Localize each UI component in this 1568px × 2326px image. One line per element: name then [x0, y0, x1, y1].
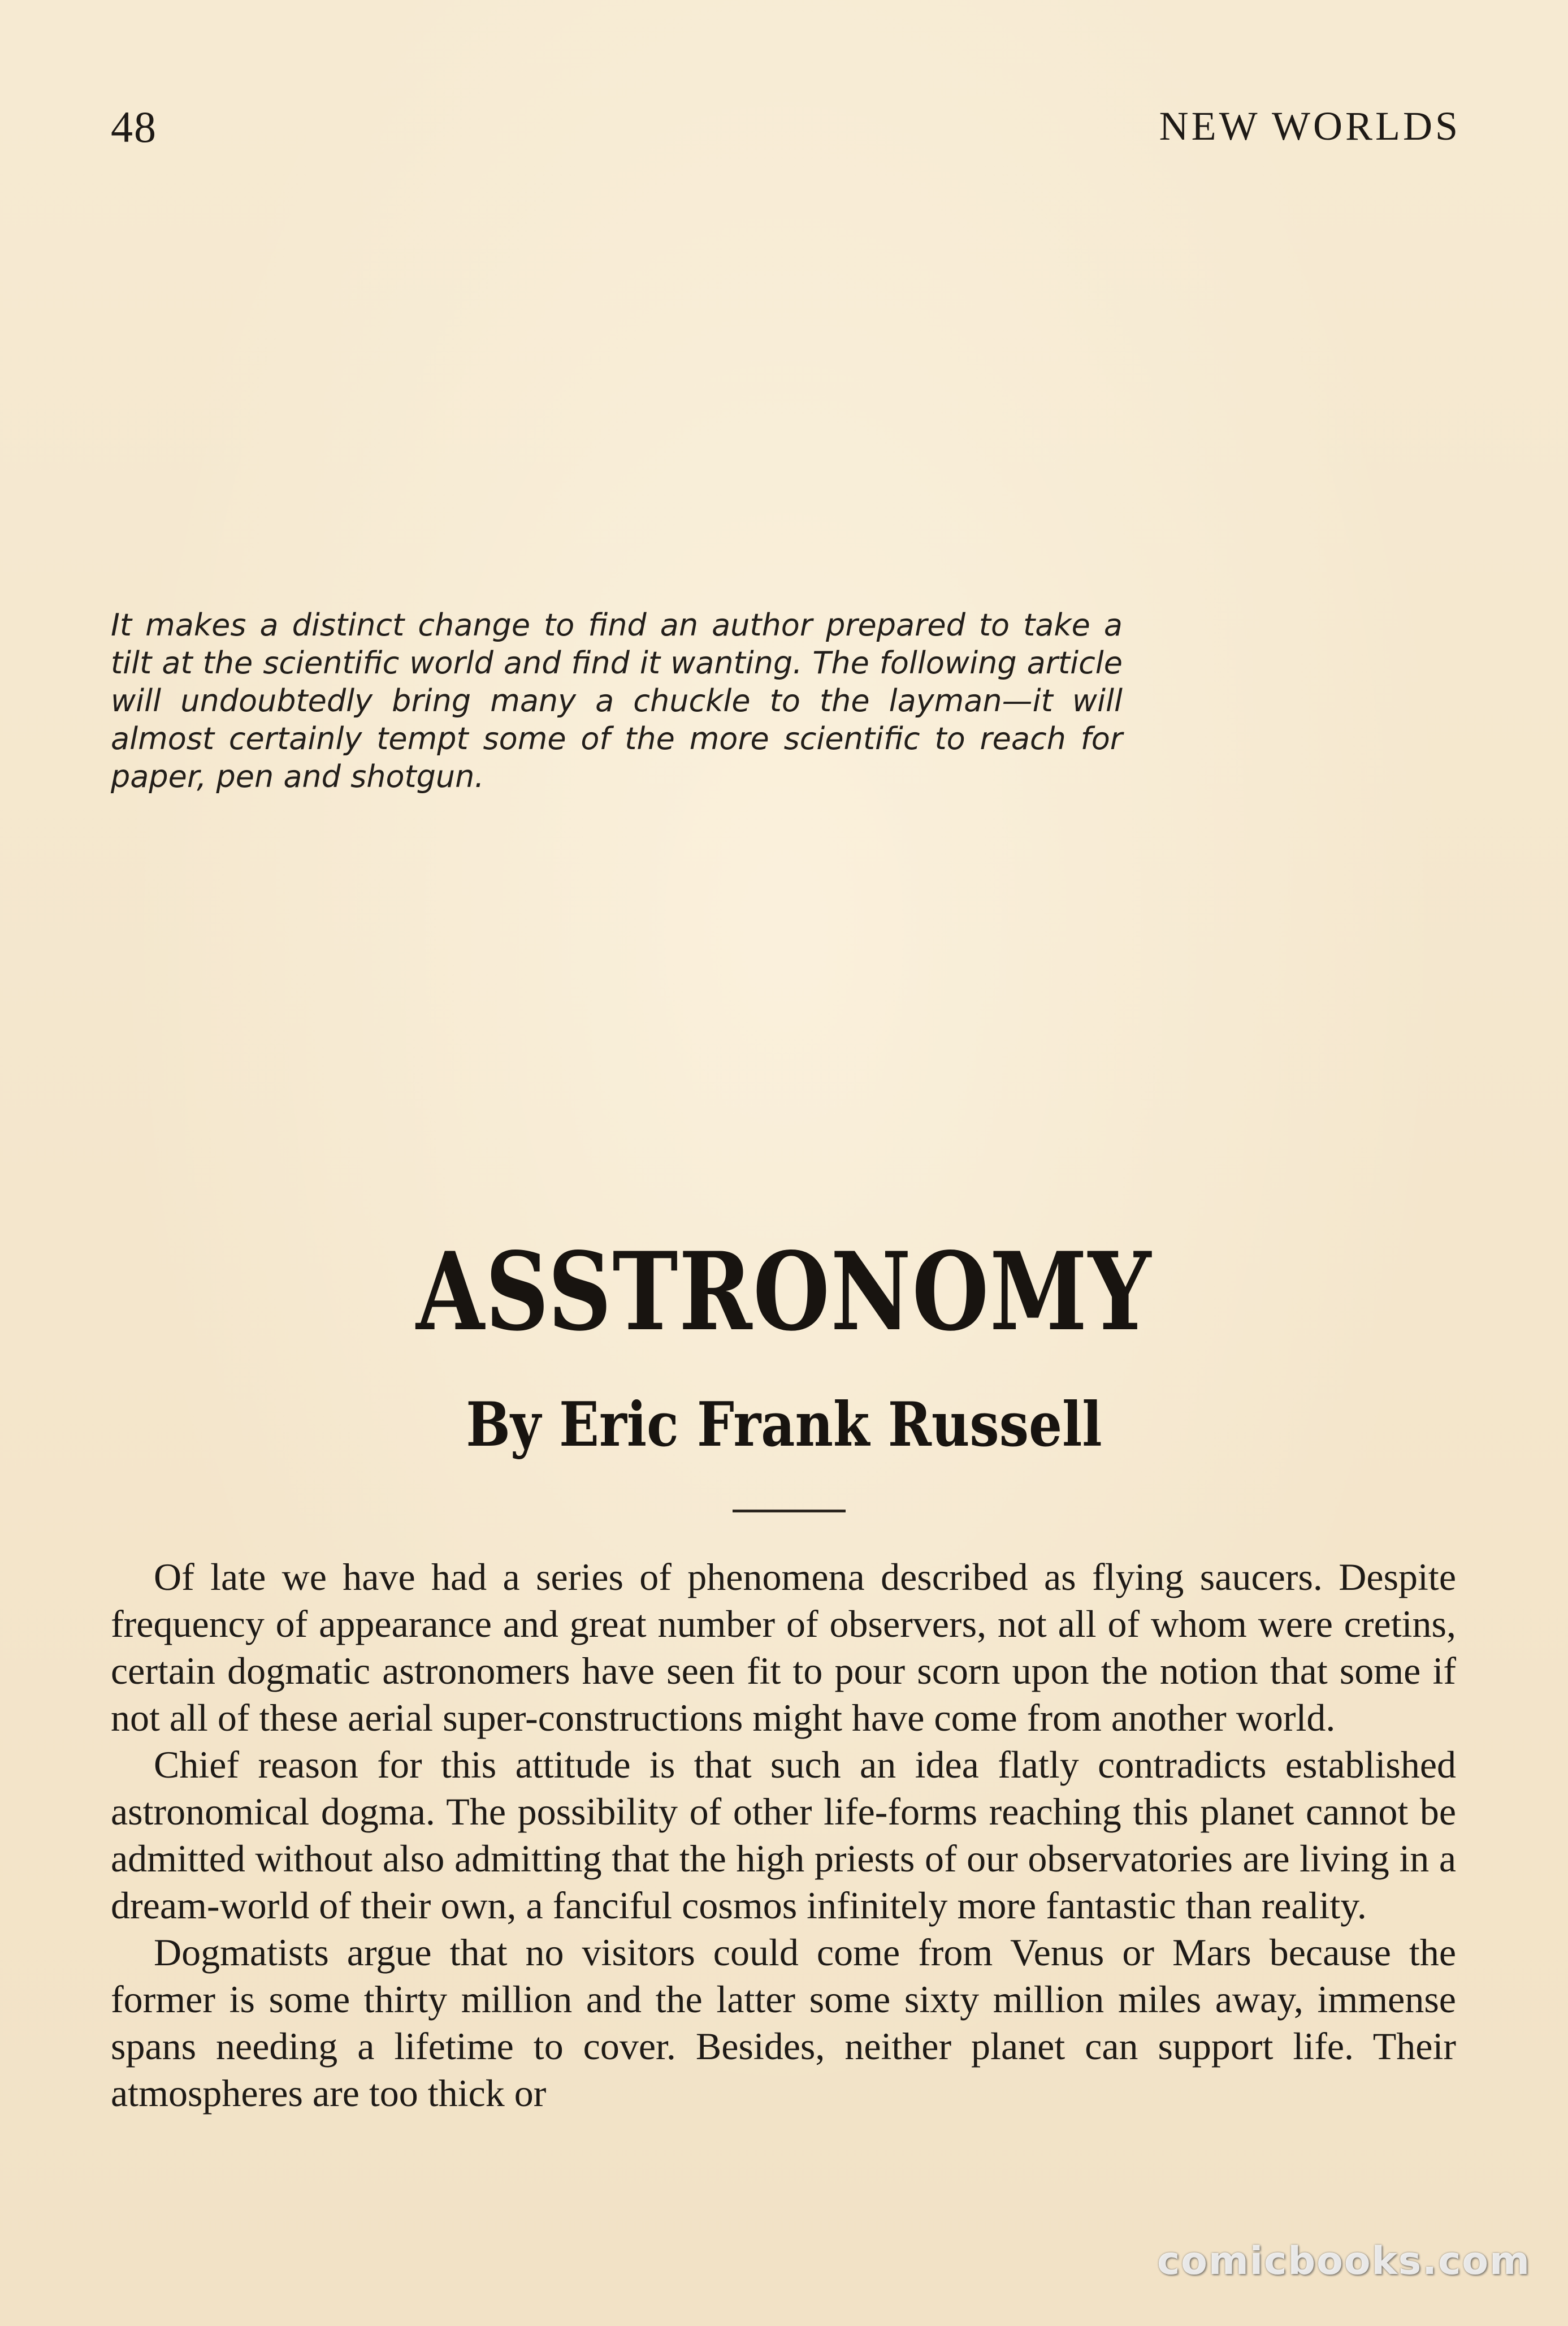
title-rule — [733, 1510, 846, 1512]
article-byline: By Eric Frank Russell — [466, 1389, 1102, 1460]
paragraph: Dogmatists argue that no visitors could come from Venus or Mars because the former is some thirty million and the latter some sixty million miles away, immense spans needing a lifetime to cover. Besides, neither planet can support life. Their atmospheres are too thick or — [111, 1931, 1456, 2115]
watermark: comicbooks.com — [1156, 2239, 1531, 2284]
paragraph: Chief reason for this attitude is that such an idea flatly contradicts established astronomical dogma. The possibility of other life-forms reaching this planet cannot be admitted without also admitting that the high priests of our observatories are living in a dream-world of their own, a fanciful cosmos infinitely more fantastic than reality. — [111, 1743, 1456, 1927]
editorial-intro: It makes a distinct change to find an author prepared to take a tilt at the scientific world and find it wanting. The following article will undoubtedly bring many a chuckle to the layman—it will almost certainly tempt some of the more scientific to reach for paper, pen and shotgun. — [111, 607, 1123, 794]
paragraph: Of late we have had a series of phenomena described as flying saucers. Despite frequency of appearance and great number of observers, not all of whom were cretins, certain dogmatic astronomers have seen fit to pour scorn upon the notion that some if not all of these aerial super-constructions might have come from another world. — [111, 1555, 1456, 1739]
running-head: NEW WORLDS — [1159, 103, 1461, 149]
page-number: 48 — [111, 102, 157, 152]
article-title: ASSTRONOMY — [416, 1229, 1152, 1355]
article-body — [111, 1554, 1456, 2117]
